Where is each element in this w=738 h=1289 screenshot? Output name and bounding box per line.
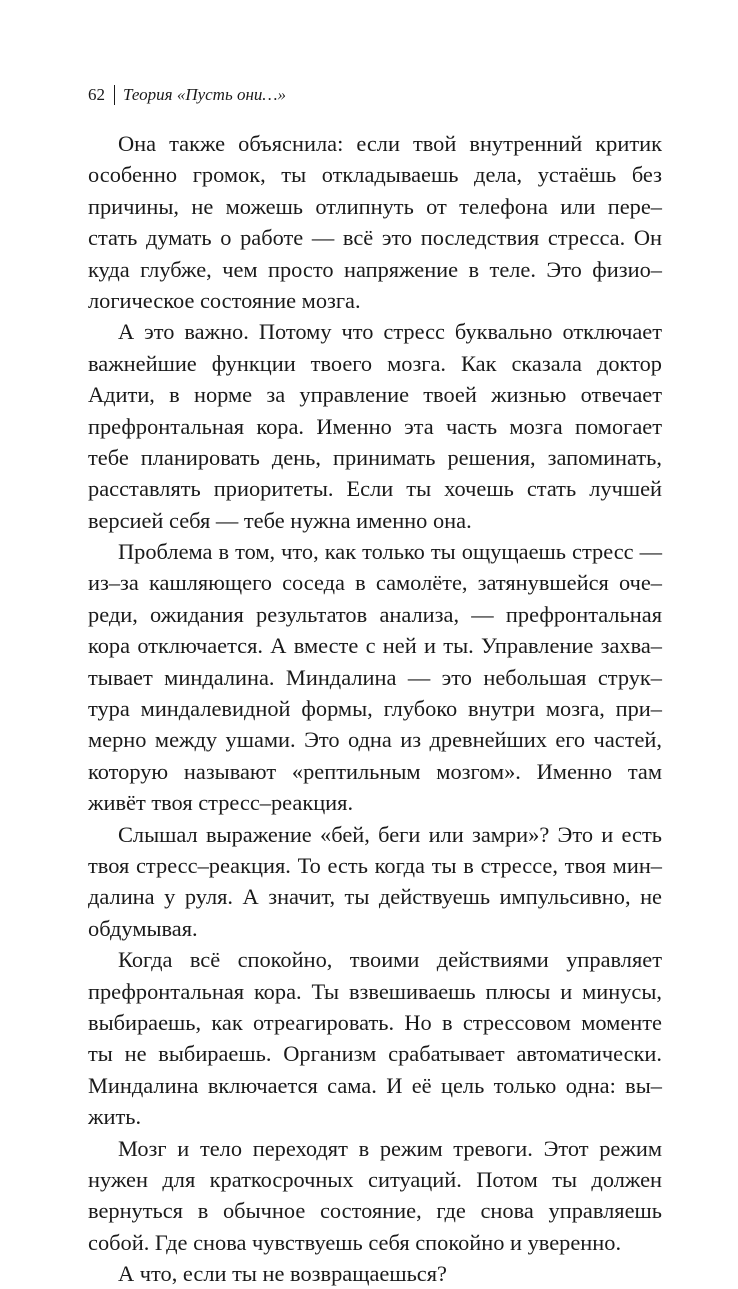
text-line: реди, ожидания результатов анализа, — префронтальная <box>88 601 662 627</box>
text-line: А что, если ты не возвращаешься? <box>118 1261 447 1287</box>
text-line: Слышал выражение «бей, беги или замри»? Это и есть <box>118 821 662 847</box>
text-line: нужен для краткосрочных ситуаций. Потом ты должен <box>88 1166 662 1192</box>
body-text <box>88 128 662 1289</box>
text-line: тебе планировать день, принимать решения, запоминать, <box>88 444 662 470</box>
text-line: куда глубже, чем просто напряжение в теле. Это физио– <box>88 256 662 282</box>
text-line: кора отключается. А вместе с ней и ты. Управление захва– <box>88 633 662 659</box>
text-line: Проблема в том, что, как только ты ощущаешь стресс — <box>118 539 662 565</box>
text-line: которую называют «рептильным мозгом». Именно там <box>88 758 662 784</box>
text-line: твоя стресс–реакция. То есть когда ты в стрессе, твоя мин– <box>88 852 662 878</box>
text-line: жить. <box>88 1104 142 1130</box>
text-line: А это важно. Потому что стресс буквально отключает <box>118 319 662 345</box>
text-line: Когда всё спокойно, твоими действиями управляет <box>118 947 662 973</box>
text-line: версией себя — тебе нужна именно она. <box>88 507 472 533</box>
paragraph <box>88 128 662 316</box>
text-line: далина у руля. А значит, ты действуешь импульсивно, не <box>88 884 662 910</box>
text-line: тура миндалевидной формы, глубоко внутри мозга, при– <box>88 696 662 722</box>
text-line: Адити, в норме за управление твоей жизнью отвечает <box>88 382 662 408</box>
text-line: префронтальная кора. Именно эта часть мозга помогает <box>88 413 662 439</box>
page-number: 62 <box>88 85 105 104</box>
text-line: важнейшие функции твоего мозга. Как сказала доктор <box>88 350 662 376</box>
text-line: тывает миндалина. Миндалина — это небольшая струк– <box>88 664 662 690</box>
text-line: из–за кашляющего соседа в самолёте, затянувшейся оче– <box>88 570 662 596</box>
text-line: живёт твоя стресс–реакция. <box>88 790 354 816</box>
text-line: ты не выбираешь. Организм срабатывает автоматически. <box>88 1041 662 1067</box>
text-line: префронтальная кора. Ты взвешиваешь плюсы и минусы, <box>88 978 662 1004</box>
text-line: особенно громок, ты откладываешь дела, устаёшь без <box>88 162 662 188</box>
text-line: расставлять приоритеты. Если ты хочешь стать лучшей <box>88 476 662 502</box>
text-line: причины, не можешь отлипнуть от телефона или пере– <box>88 193 662 219</box>
paragraph <box>88 536 662 819</box>
text-line: собой. Где снова чувствуешь себя спокойно и уверенно. <box>88 1229 622 1255</box>
header-divider <box>114 85 115 105</box>
text-line: вернуться в обычное состояние, где снова управляешь <box>88 1198 662 1224</box>
paragraph <box>88 1258 662 1289</box>
text-line: Она также объяснила: если твой внутренний критик <box>118 131 662 156</box>
text-line: мерно между ушами. Это одна из древнейших его частей, <box>88 727 662 753</box>
paragraph <box>88 819 662 945</box>
text-line: Миндалина включается сама. И её цель только одна: вы– <box>88 1072 662 1098</box>
running-title: Теория «Пусть они…» <box>123 85 286 104</box>
paragraph <box>88 1133 662 1259</box>
text-line: логическое состояние мозга. <box>88 287 361 313</box>
running-header <box>88 84 286 106</box>
paragraph <box>88 944 662 1132</box>
text-line: выбираешь, как отреагировать. Но в стрессовом моменте <box>88 1009 662 1035</box>
text-line: Мозг и тело переходят в режим тревоги. Этот режим <box>118 1135 662 1161</box>
text-line: стать думать о работе — всё это последствия стресса. Он <box>88 225 662 251</box>
text-line: обдумывая. <box>88 915 198 941</box>
paragraph <box>88 316 662 536</box>
